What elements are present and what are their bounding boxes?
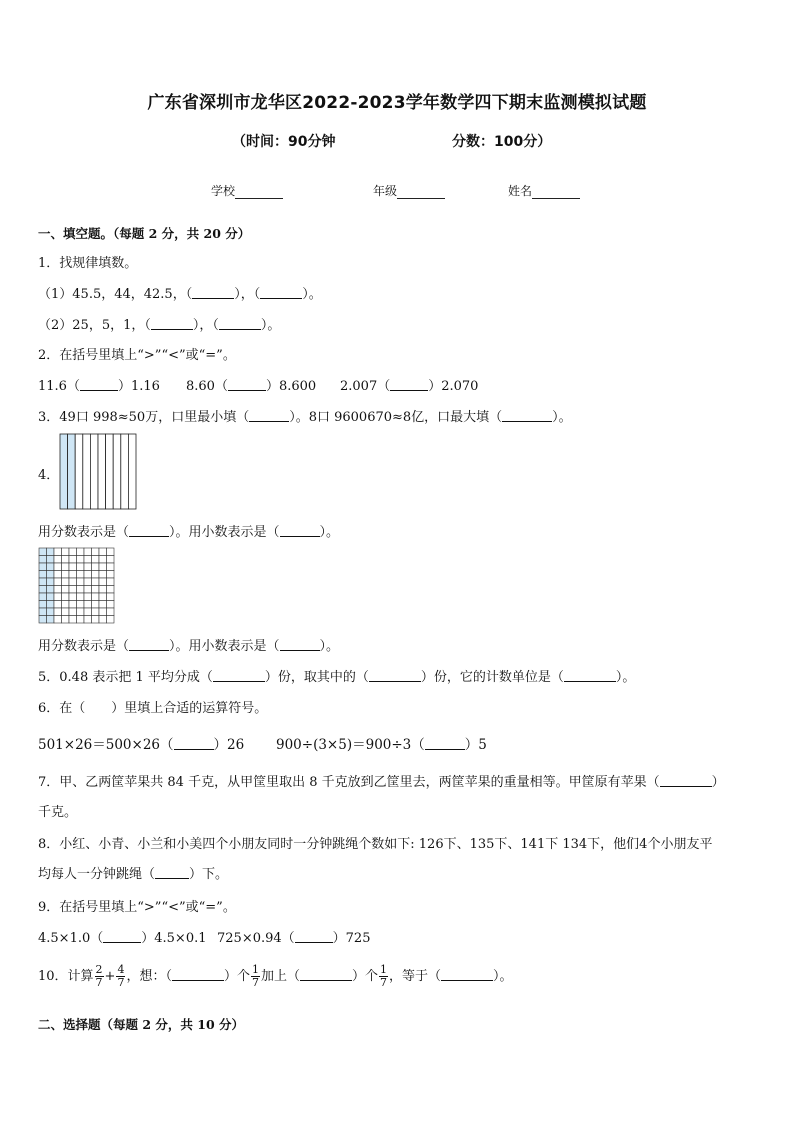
grid-cell bbox=[92, 571, 100, 579]
q4-line1-a: 用分数表示是（ bbox=[38, 525, 130, 540]
grid-cell bbox=[62, 586, 70, 594]
answer-blank[interactable] bbox=[564, 669, 616, 682]
q5-text-d: ）。 bbox=[615, 670, 636, 685]
grid-cell bbox=[84, 578, 92, 586]
q7-line2: 千克。 bbox=[38, 805, 78, 820]
q3-text-c: ）。 bbox=[552, 410, 572, 425]
strip bbox=[90, 434, 98, 509]
grid-cell bbox=[99, 601, 107, 609]
q9-stem: 9．在括号里填上“>”“<”或“=”。 bbox=[38, 900, 236, 915]
answer-blank[interactable] bbox=[295, 930, 333, 943]
grid-cell bbox=[77, 586, 85, 594]
q9-b-left: 725×0.94（ bbox=[217, 931, 295, 946]
plus-sign: + bbox=[104, 969, 116, 984]
q2-stem: 2．在括号里填上“>”“<”或“=”。 bbox=[38, 348, 236, 363]
grid-cell bbox=[84, 608, 92, 616]
shaded-grid-cell bbox=[39, 601, 47, 609]
grid-cell bbox=[54, 601, 62, 609]
q5-text-c: ）份，它的计数单位是（ bbox=[420, 670, 564, 685]
grid-cell bbox=[54, 616, 62, 624]
grid-cell bbox=[62, 593, 70, 601]
strip bbox=[113, 434, 121, 509]
q3-text-a: 3．49口 998≈50万，口里最小填（ bbox=[38, 410, 250, 425]
shaded-strip bbox=[60, 434, 68, 509]
shaded-grid-cell bbox=[47, 593, 55, 601]
q1-part1-text: （1）45.5，44，42.5，（ bbox=[38, 287, 193, 302]
shaded-grid-cell bbox=[47, 601, 55, 609]
grid-cell bbox=[84, 586, 92, 594]
grid-cell bbox=[54, 563, 62, 571]
shaded-grid-cell bbox=[39, 571, 47, 579]
grid-cell bbox=[54, 578, 62, 586]
q7-text: 7．甲、乙两筐苹果共 84 千克，从甲筐里取出 8 千克放到乙筐里去，两筐苹果的重量相等。甲筐原有苹果（ bbox=[38, 775, 660, 790]
answer-blank[interactable] bbox=[300, 968, 352, 981]
numerator: 2 bbox=[95, 963, 103, 976]
q2-a-right: ）1.16 bbox=[117, 379, 160, 394]
answer-blank[interactable] bbox=[228, 378, 266, 391]
q10-text-g: ）。 bbox=[493, 969, 513, 984]
grid-cell bbox=[77, 616, 85, 624]
q4-line1-c: ）。 bbox=[319, 525, 340, 540]
grid-cell bbox=[77, 601, 85, 609]
q4-line1-b: ）。用小数表示是（ bbox=[169, 525, 280, 540]
grid-cell bbox=[77, 556, 85, 564]
q6-expression-1 bbox=[38, 733, 244, 753]
grid-cell bbox=[99, 548, 107, 556]
grid-cell bbox=[84, 556, 92, 564]
grid-cell bbox=[107, 571, 115, 579]
q2-compare-3 bbox=[340, 375, 478, 394]
q2-compare-2 bbox=[186, 375, 316, 394]
grid-cell bbox=[69, 563, 77, 571]
strip bbox=[121, 434, 129, 509]
q4-number: 4． bbox=[38, 468, 60, 483]
q2-a-left: 11.6（ bbox=[38, 379, 80, 394]
q1-part2 bbox=[38, 314, 280, 333]
answer-blank[interactable] bbox=[390, 378, 428, 391]
grid-cell bbox=[92, 548, 100, 556]
shaded-grid-cell bbox=[39, 586, 47, 594]
q9-compare-1 bbox=[38, 927, 207, 946]
q7-line1 bbox=[38, 771, 725, 790]
grid-cell bbox=[107, 608, 115, 616]
grid-cell bbox=[54, 593, 62, 601]
grid-cell bbox=[92, 593, 100, 601]
grade-field[interactable] bbox=[373, 182, 445, 199]
section-2-title: 二、选择题（每题 2 分，共 10 分） bbox=[38, 1017, 245, 1032]
fraction bbox=[95, 964, 104, 989]
q9-a-right: ）4.5×0.1 bbox=[141, 931, 207, 946]
exam-time: （时间：90分钟 bbox=[232, 134, 336, 150]
shaded-grid-cell bbox=[47, 571, 55, 579]
q6-stem: 6．在（ ）里填上合适的运算符号。 bbox=[38, 701, 268, 716]
q1-part1 bbox=[38, 283, 322, 302]
q10-text-d: 加上（ bbox=[260, 969, 300, 984]
grid-cell bbox=[54, 586, 62, 594]
answer-blank[interactable] bbox=[192, 286, 234, 299]
answer-blank[interactable] bbox=[129, 524, 169, 537]
grid-cell bbox=[77, 578, 85, 586]
shaded-grid-cell bbox=[47, 608, 55, 616]
answer-blank[interactable] bbox=[249, 409, 289, 422]
grid-cell bbox=[107, 556, 115, 564]
grid-cell bbox=[54, 608, 62, 616]
grid-cell bbox=[77, 593, 85, 601]
q10 bbox=[38, 964, 513, 989]
grid-cell bbox=[69, 586, 77, 594]
strip bbox=[106, 434, 114, 509]
grid-cell bbox=[62, 578, 70, 586]
fraction bbox=[116, 964, 125, 989]
grid-cell bbox=[62, 601, 70, 609]
grid-cell bbox=[69, 578, 77, 586]
grid-cell bbox=[62, 616, 70, 624]
shaded-grid-cell bbox=[47, 586, 55, 594]
numerator: 1 bbox=[251, 963, 259, 976]
grid-cell bbox=[107, 578, 115, 586]
q3-text-b: ）。8口 9600670≈8亿，口最大填（ bbox=[289, 410, 503, 425]
grid-cell bbox=[69, 616, 77, 624]
grid-cell bbox=[107, 563, 115, 571]
numerator: 4 bbox=[117, 963, 125, 976]
grid-cell bbox=[99, 593, 107, 601]
answer-blank[interactable] bbox=[280, 524, 320, 537]
answer-blank[interactable] bbox=[80, 378, 118, 391]
shaded-grid-cell bbox=[47, 563, 55, 571]
strip bbox=[98, 434, 106, 509]
shaded-grid-cell bbox=[47, 616, 55, 624]
answer-blank[interactable] bbox=[660, 774, 712, 787]
q4-line1 bbox=[38, 521, 339, 540]
fraction-strip-figure bbox=[59, 433, 137, 510]
q1-part2-end: ）。 bbox=[260, 318, 281, 333]
q4-line2 bbox=[38, 635, 339, 654]
grid-cell bbox=[84, 571, 92, 579]
q5-text-a: 5．0.48 表示把 1 平均分成（ bbox=[38, 670, 213, 685]
grid-cell bbox=[107, 601, 115, 609]
answer-blank[interactable] bbox=[219, 317, 261, 330]
grid-cell bbox=[92, 608, 100, 616]
grade-label: 年级 bbox=[373, 184, 398, 198]
answer-blank[interactable] bbox=[213, 669, 265, 682]
grid-cell bbox=[69, 601, 77, 609]
grid-cell bbox=[84, 548, 92, 556]
q2-c-right: ）2.070 bbox=[428, 379, 479, 394]
grid-cell bbox=[54, 556, 62, 564]
q8-text-a: 均每人一分钟跳绳（ bbox=[38, 867, 156, 882]
q8-line2 bbox=[38, 863, 228, 882]
grid-cell bbox=[69, 608, 77, 616]
answer-blank[interactable] bbox=[369, 669, 421, 682]
q3 bbox=[38, 406, 572, 425]
answer-blank[interactable] bbox=[260, 286, 302, 299]
q10-text-e: ）个 bbox=[352, 969, 379, 984]
section-1-title: 一、填空题。（每题 2 分，共 20 分） bbox=[38, 226, 251, 241]
strip bbox=[83, 434, 91, 509]
denominator: 7 bbox=[251, 976, 259, 989]
q8-line1: 8．小红、小青、小兰和小美四个小朋友同时一分钟跳绳个数如下: 126下、135下、141下 134下，他们4个小朋友平 bbox=[38, 837, 713, 852]
q4-line2-c: ）。 bbox=[319, 639, 340, 654]
shaded-grid-cell bbox=[47, 578, 55, 586]
shaded-grid-cell bbox=[47, 556, 55, 564]
q10-text-a: 10．计算 bbox=[38, 969, 94, 984]
q10-text-b: ，想：（ bbox=[126, 969, 172, 984]
shaded-grid-cell bbox=[39, 616, 47, 624]
grid-cell bbox=[62, 608, 70, 616]
grid-cell bbox=[77, 571, 85, 579]
grid-cell bbox=[107, 548, 115, 556]
q1-part1-end: ）。 bbox=[302, 287, 322, 302]
grid-cell bbox=[99, 556, 107, 564]
grid-cell bbox=[84, 616, 92, 624]
numerator: 1 bbox=[380, 963, 388, 976]
school-blank[interactable] bbox=[235, 185, 283, 199]
answer-blank[interactable] bbox=[441, 968, 493, 981]
school-label: 学校 bbox=[211, 184, 236, 198]
q1-stem: 1．找规律填数。 bbox=[38, 256, 138, 271]
grid-cell bbox=[84, 563, 92, 571]
grid-cell bbox=[99, 571, 107, 579]
fraction bbox=[251, 964, 260, 989]
grid-cell bbox=[77, 608, 85, 616]
denominator: 7 bbox=[380, 976, 388, 989]
q7-paren-close: ） bbox=[711, 775, 725, 790]
grid-cell bbox=[107, 593, 115, 601]
grid-cell bbox=[99, 563, 107, 571]
hundred-grid-figure bbox=[38, 547, 115, 624]
q1-part2-sep: ），（ bbox=[192, 318, 219, 333]
answer-blank[interactable] bbox=[103, 930, 141, 943]
grid-cell bbox=[69, 548, 77, 556]
answer-blank[interactable] bbox=[151, 317, 193, 330]
grid-cell bbox=[92, 578, 100, 586]
q4-line2-a: 用分数表示是（ bbox=[38, 639, 130, 654]
q6-e1-right: ）26 bbox=[213, 737, 245, 753]
shaded-grid-cell bbox=[39, 563, 47, 571]
q8-text-b: ）下。 bbox=[189, 867, 229, 882]
exam-score: 分数：100分） bbox=[452, 134, 552, 150]
q1-part2-text: （2）25，5，1，（ bbox=[38, 318, 151, 333]
shaded-grid-cell bbox=[39, 556, 47, 564]
grid-cell bbox=[99, 578, 107, 586]
answer-blank[interactable] bbox=[174, 737, 214, 750]
grid-cell bbox=[69, 556, 77, 564]
strip bbox=[75, 434, 83, 509]
shaded-grid-cell bbox=[47, 548, 55, 556]
fraction bbox=[379, 964, 388, 989]
q1-part1-sep: ），（ bbox=[234, 287, 261, 302]
grid-cell bbox=[99, 616, 107, 624]
grid-cell bbox=[62, 556, 70, 564]
shaded-grid-cell bbox=[39, 578, 47, 586]
grid-cell bbox=[69, 571, 77, 579]
grid-cell bbox=[92, 601, 100, 609]
denominator: 7 bbox=[95, 976, 103, 989]
q2-b-right: ）8.600 bbox=[265, 379, 317, 394]
grid-cell bbox=[62, 563, 70, 571]
grid-cell bbox=[77, 563, 85, 571]
name-label: 姓名 bbox=[508, 184, 533, 198]
shaded-grid-cell bbox=[39, 548, 47, 556]
answer-blank[interactable] bbox=[502, 409, 552, 422]
q9-b-right: ）725 bbox=[332, 931, 371, 946]
grade-blank[interactable] bbox=[397, 185, 445, 199]
answer-blank[interactable] bbox=[425, 737, 465, 750]
grid-cell bbox=[62, 571, 70, 579]
grid-cell bbox=[84, 593, 92, 601]
school-field[interactable] bbox=[211, 182, 283, 199]
q9-a-left: 4.5×1.0（ bbox=[38, 931, 104, 946]
grid-cell bbox=[92, 556, 100, 564]
q10-text-c: ）个 bbox=[223, 969, 250, 984]
grid-cell bbox=[62, 548, 70, 556]
q6-e2-left: 900÷(3×5)＝900÷3（ bbox=[276, 737, 425, 753]
strip bbox=[128, 434, 136, 509]
denominator: 7 bbox=[117, 976, 125, 989]
grid-cell bbox=[84, 601, 92, 609]
q5 bbox=[38, 666, 635, 685]
grid-cell bbox=[54, 548, 62, 556]
q2-compare-1 bbox=[38, 375, 160, 394]
page-title: 广东省深圳市龙华区2022-2023学年数学四下期末监测模拟试题 bbox=[147, 93, 647, 113]
name-blank[interactable] bbox=[532, 185, 580, 199]
grid-cell bbox=[107, 616, 115, 624]
q9-compare-2 bbox=[217, 927, 370, 946]
q6-e1-left: 501×26＝500×26（ bbox=[38, 737, 174, 753]
answer-blank[interactable] bbox=[172, 968, 224, 981]
answer-blank[interactable] bbox=[129, 638, 169, 651]
grid-cell bbox=[92, 616, 100, 624]
shaded-grid-cell bbox=[39, 608, 47, 616]
grid-cell bbox=[54, 571, 62, 579]
q10-text-f: ，等于（ bbox=[389, 969, 442, 984]
shaded-strip bbox=[68, 434, 76, 509]
grid-cell bbox=[69, 593, 77, 601]
answer-blank[interactable] bbox=[155, 866, 189, 879]
q5-text-b: ）份，取其中的（ bbox=[264, 670, 369, 685]
q4-line2-b: ）。用小数表示是（ bbox=[169, 639, 280, 654]
q2-b-left: 8.60（ bbox=[186, 379, 228, 394]
name-field[interactable] bbox=[508, 182, 580, 199]
answer-blank[interactable] bbox=[280, 638, 320, 651]
grid-cell bbox=[77, 548, 85, 556]
grid-cell bbox=[92, 586, 100, 594]
grid-cell bbox=[92, 563, 100, 571]
grid-cell bbox=[107, 586, 115, 594]
grid-cell bbox=[99, 608, 107, 616]
q6-e2-right: ）5 bbox=[464, 737, 487, 753]
q6-expression-2 bbox=[276, 733, 487, 753]
q2-c-left: 2.007（ bbox=[340, 379, 391, 394]
shaded-grid-cell bbox=[39, 593, 47, 601]
grid-cell bbox=[99, 586, 107, 594]
